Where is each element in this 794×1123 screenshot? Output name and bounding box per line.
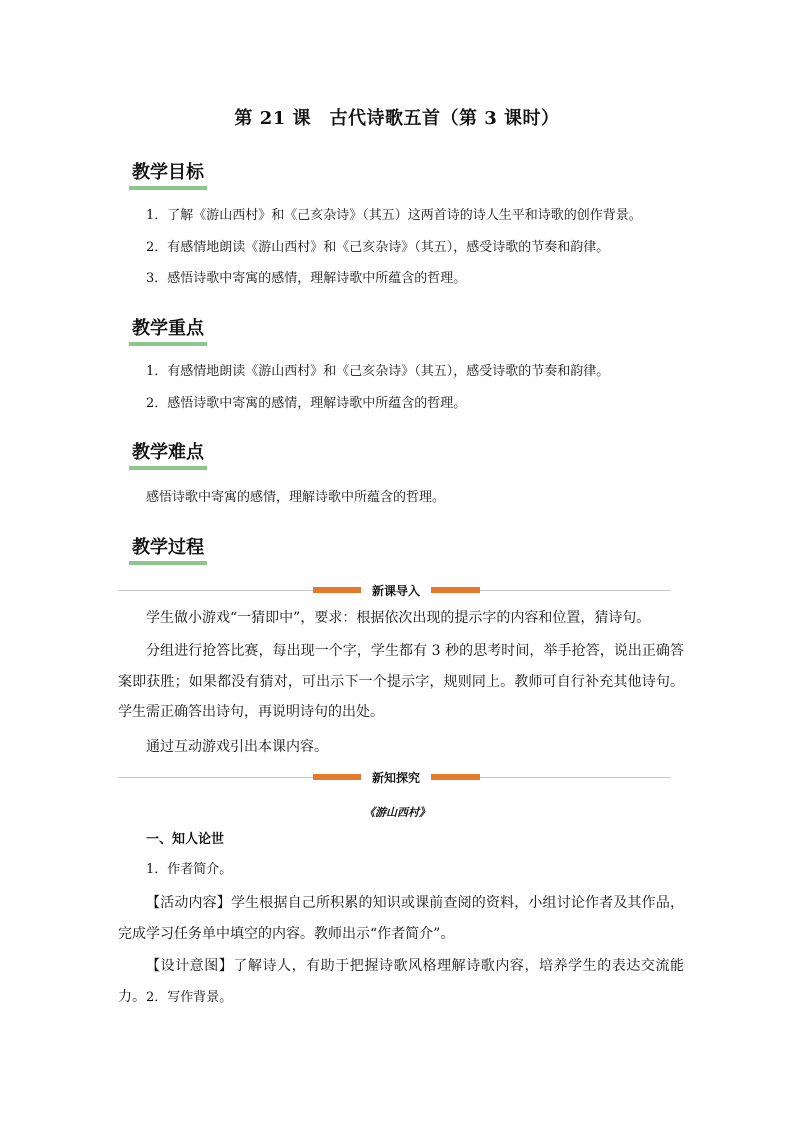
section-heading-process: 教学过程: [129, 537, 207, 565]
intro-paragraph-3: 通过互动游戏引出本课内容。: [146, 739, 328, 755]
activity-tag: 【活动内容】: [146, 895, 231, 911]
intro-paragraph-2: 分组进行抢答比赛，每出现一个字，学生都有 3 秒的思考时间，举手抢答，说出正确答案即获胜；如果都没有猜对，可出示下一个提示字，规则同上。教师可自行补充其他诗句。学生需正确答出诗句，再说明诗句的出处。: [118, 643, 684, 720]
poem-title: 《游山西村》: [364, 806, 430, 819]
section-heading-difficulties: 教学难点: [129, 442, 207, 470]
key-point-item-2: 2．感悟诗歌中寄寓的感情，理解诗歌中所蕴含的哲理。: [146, 396, 467, 411]
item-background: 2．写作背景。: [146, 990, 233, 1005]
page-title: 第 21 课 古代诗歌五首（第 3 课时）: [234, 108, 560, 129]
part-heading: 一、知人论世: [146, 832, 225, 847]
banner-intro: [118, 580, 671, 602]
banner-explore-label: 新知探究: [361, 767, 431, 789]
section-heading-key-points: 教学重点: [129, 318, 207, 346]
difficulty-text: 感悟诗歌中寄寓的感情，理解诗歌中所蕴含的哲理。: [146, 490, 446, 505]
intro-paragraph-1: 学生做小游戏“一猜即中”，要求：根据依次出现的提示字的内容和位置，猜诗句。: [146, 610, 651, 626]
banner-explore: [118, 767, 671, 789]
activity-text: 学生根据自己所积累的知识或课前查阅的资料，小组讨论作者及其作品，完成学习任务单中填空的内容。教师出示“作者简介”。: [118, 895, 685, 942]
design-text: 了解诗人，有助于把握诗歌风格理解诗歌内容，培养学生的表达交流能力。: [118, 958, 685, 1005]
design-tag: 【设计意图】: [146, 958, 234, 974]
item-author-intro: 1．作者简介。: [146, 862, 233, 877]
goal-item-2: 2．有感情地朗读《游山西村》和《己亥杂诗》（其五），感受诗歌的节奏和韵律。: [146, 240, 610, 255]
activity-paragraph: [118, 888, 684, 949]
goal-item-1: 1．了解《游山西村》和《己亥杂诗》（其五）这两首诗的诗人生平和诗歌的创作背景。: [146, 208, 642, 223]
key-point-item-1: 1．有感情地朗读《游山西村》和《己亥杂诗》（其五），感受诗歌的节奏和韵律。: [146, 364, 610, 379]
section-heading-goals: 教学目标: [129, 162, 207, 190]
banner-intro-label: 新课导入: [361, 580, 431, 602]
goal-item-3: 3．感悟诗歌中寄寓的感情，理解诗歌中所蕴含的哲理。: [146, 271, 467, 286]
